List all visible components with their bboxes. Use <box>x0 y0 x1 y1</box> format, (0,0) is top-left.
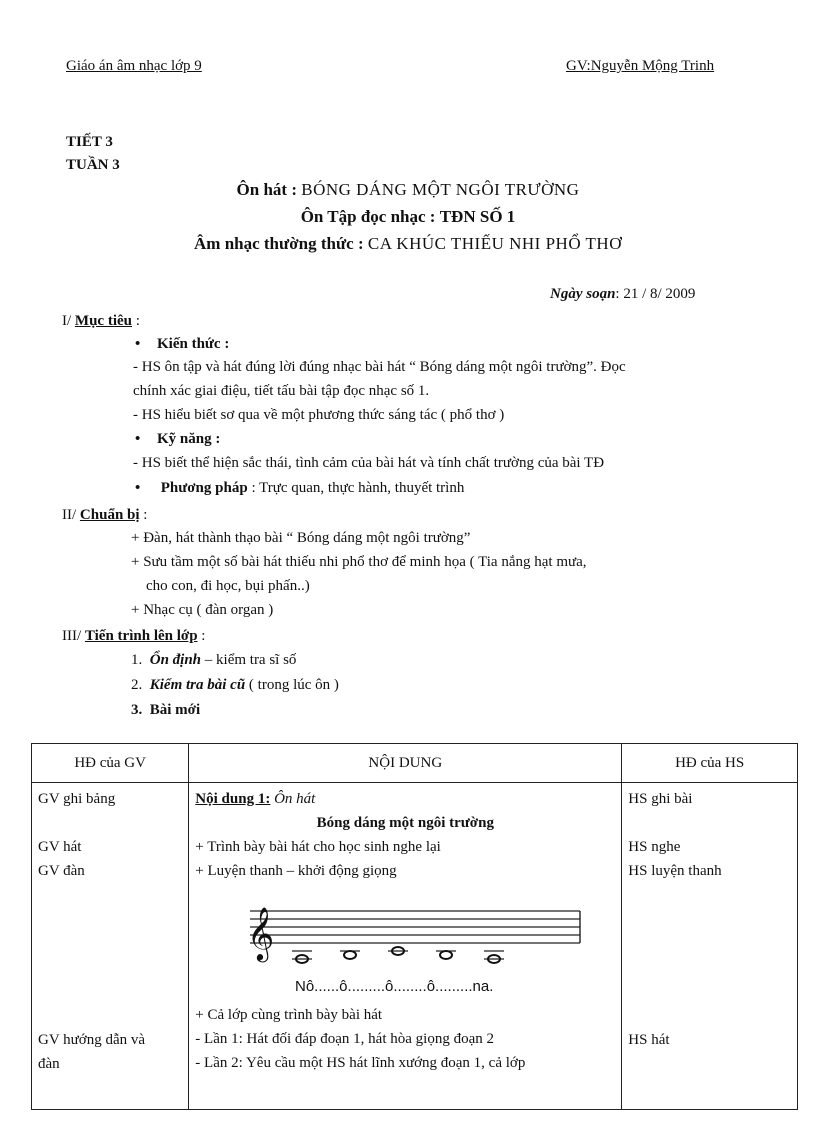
method-label: Phương pháp <box>160 480 248 496</box>
prep-item-1: + Đàn, hát thành thạo bài “ Bóng dáng một ngôi trường” <box>131 530 471 546</box>
gv-item-2: GV hát <box>38 839 82 855</box>
song-title: Bóng dáng một ngôi trường <box>316 815 494 831</box>
title3-main: CA KHÚC THIẾU NHI PHỔ THƠ <box>367 234 622 253</box>
method-line <box>135 480 464 497</box>
step-3-label: Bài mới <box>149 702 201 718</box>
header-hs: HĐ của HS <box>622 744 798 783</box>
title2-main: TĐN SỐ 1 <box>439 207 516 226</box>
title1-prefix: Ôn hát : <box>236 180 298 199</box>
hs-item-4: HS hát <box>628 1032 670 1048</box>
whole-note <box>344 951 356 959</box>
step-3 <box>131 702 200 719</box>
section-2-colon: : <box>139 507 148 523</box>
content-section-line <box>195 787 615 811</box>
knowledge-item-1: - HS ôn tập và hát đúng lời đúng nhạc bài hát “ Bóng dáng một ngôi trường”. Đọc <box>133 359 626 375</box>
step-1 <box>131 652 296 669</box>
title-line-3 <box>0 234 816 254</box>
notes-group <box>292 947 504 963</box>
title2-prefix: Ôn Tập đọc nhạc : <box>300 207 436 226</box>
section-2-heading <box>62 507 147 524</box>
date-line <box>550 286 695 303</box>
step-1-label: Ổn định <box>149 652 202 668</box>
content-line-2: + Luyện thanh – khởi động giọng <box>195 863 397 879</box>
section-1-heading <box>62 313 140 330</box>
whole-note <box>440 951 452 959</box>
gv-cell <box>32 783 189 1110</box>
activity-table <box>31 743 798 1110</box>
header-gv: HĐ của GV <box>32 744 189 783</box>
knowledge-item-1b: chính xác giai điệu, tiết tấu bài tập đọc nhạc số 1. <box>133 383 430 399</box>
hs-item-2: HS nghe <box>628 839 681 855</box>
header-right: GV:Nguyễn Mộng Trinh <box>566 58 715 74</box>
date-label: Ngày soạn <box>550 286 616 302</box>
knowledge-item-2: - HS hiểu biết sơ qua về một phương thức sáng tác ( phổ thơ ) <box>133 407 505 423</box>
step-2 <box>131 677 339 694</box>
vocalise-text: Nô......ô.........ô........ô.........na. <box>295 978 494 995</box>
header-left: Giáo án âm nhạc lớp 9 <box>66 58 202 74</box>
prep-item-3: + Nhạc cụ ( đàn organ ) <box>131 602 274 618</box>
content-section-sub: Ôn hát <box>274 791 316 807</box>
header-content: NỘI DUNG <box>189 744 622 783</box>
title-line-1 <box>0 180 816 200</box>
content-line-1: + Trình bày bài hát cho học sinh nghe lại <box>195 839 441 855</box>
title-line-2 <box>0 207 816 227</box>
section-3-title: Tiến trình lên lớp <box>84 628 198 644</box>
content-line-3: + Cả lớp cùng trình bày bài hát <box>195 1007 383 1023</box>
section-3-heading <box>62 628 205 645</box>
knowledge-label: • Kiến thức : <box>135 336 229 353</box>
step-3-num: 3. <box>131 702 143 718</box>
skill-label: • Kỹ năng : <box>135 431 220 448</box>
table-header-row <box>32 744 798 783</box>
section-1-colon: : <box>132 313 140 329</box>
title1-main: BÓNG DÁNG MỘT NGÔI TRƯỜNG <box>301 180 580 199</box>
content-line-4: - Lần 1: Hát đối đáp đoạn 1, hát hòa giọng đoạn 2 <box>195 1031 494 1047</box>
gv-item-4: GV hướng dẫn và <box>38 1032 146 1048</box>
hs-item-1: HS ghi bài <box>628 791 693 807</box>
section-1-title: Mục tiêu <box>74 313 132 329</box>
method-value: : Trực quan, thực hành, thuyết trình <box>247 480 465 496</box>
date-value: : 21 / 8/ 2009 <box>615 286 696 302</box>
section-3-num: III/ <box>62 628 82 644</box>
skill-item-1: - HS biết thể hiện sắc thái, tình cảm của bài hát và tính chất trường của bài TĐ <box>133 455 605 471</box>
prep-item-2b: cho con, đi học, bụi phấn..) <box>146 578 310 594</box>
content-cell <box>189 783 622 1110</box>
staff-svg <box>195 883 615 1003</box>
treble-clef-icon: 𝄞 <box>247 906 275 960</box>
hs-cell <box>622 783 798 1110</box>
gv-item-4b: đàn <box>38 1056 60 1072</box>
prep-item-2: + Sưu tầm một số bài hát thiếu nhi phổ thơ để minh họa ( Tia nắng hạt mưa, <box>131 554 587 570</box>
step-2-label: Kiểm tra bài cũ <box>149 677 246 693</box>
section-2-title: Chuẩn bị <box>79 507 140 523</box>
hs-item-3: HS luyện thanh <box>628 863 722 879</box>
staff-lines <box>250 911 580 943</box>
table-row <box>32 783 798 1110</box>
gv-item-3: GV đàn <box>38 863 85 879</box>
step-1-rest: – kiểm tra sĩ số <box>201 652 297 668</box>
section-3-colon: : <box>197 628 206 644</box>
step-2-rest: ( trong lúc ôn ) <box>245 677 339 693</box>
content-section-label: Nội dung 1: <box>195 791 271 807</box>
tuan-label: TUẦN 3 <box>66 157 120 173</box>
tiet-label: TIẾT 3 <box>66 134 113 150</box>
gv-item-1: GV ghi bảng <box>38 791 116 807</box>
music-staff <box>195 883 615 1003</box>
step-1-num: 1. <box>131 652 143 668</box>
section-1-num: I/ <box>62 313 72 329</box>
title3-prefix: Âm nhạc thường thức : <box>194 234 364 253</box>
content-line-5: - Lần 2: Yêu cầu một HS hát lĩnh xướng đoạn 1, cả lớp <box>195 1055 526 1071</box>
section-2-num: II/ <box>62 507 77 523</box>
step-2-num: 2. <box>131 677 143 693</box>
